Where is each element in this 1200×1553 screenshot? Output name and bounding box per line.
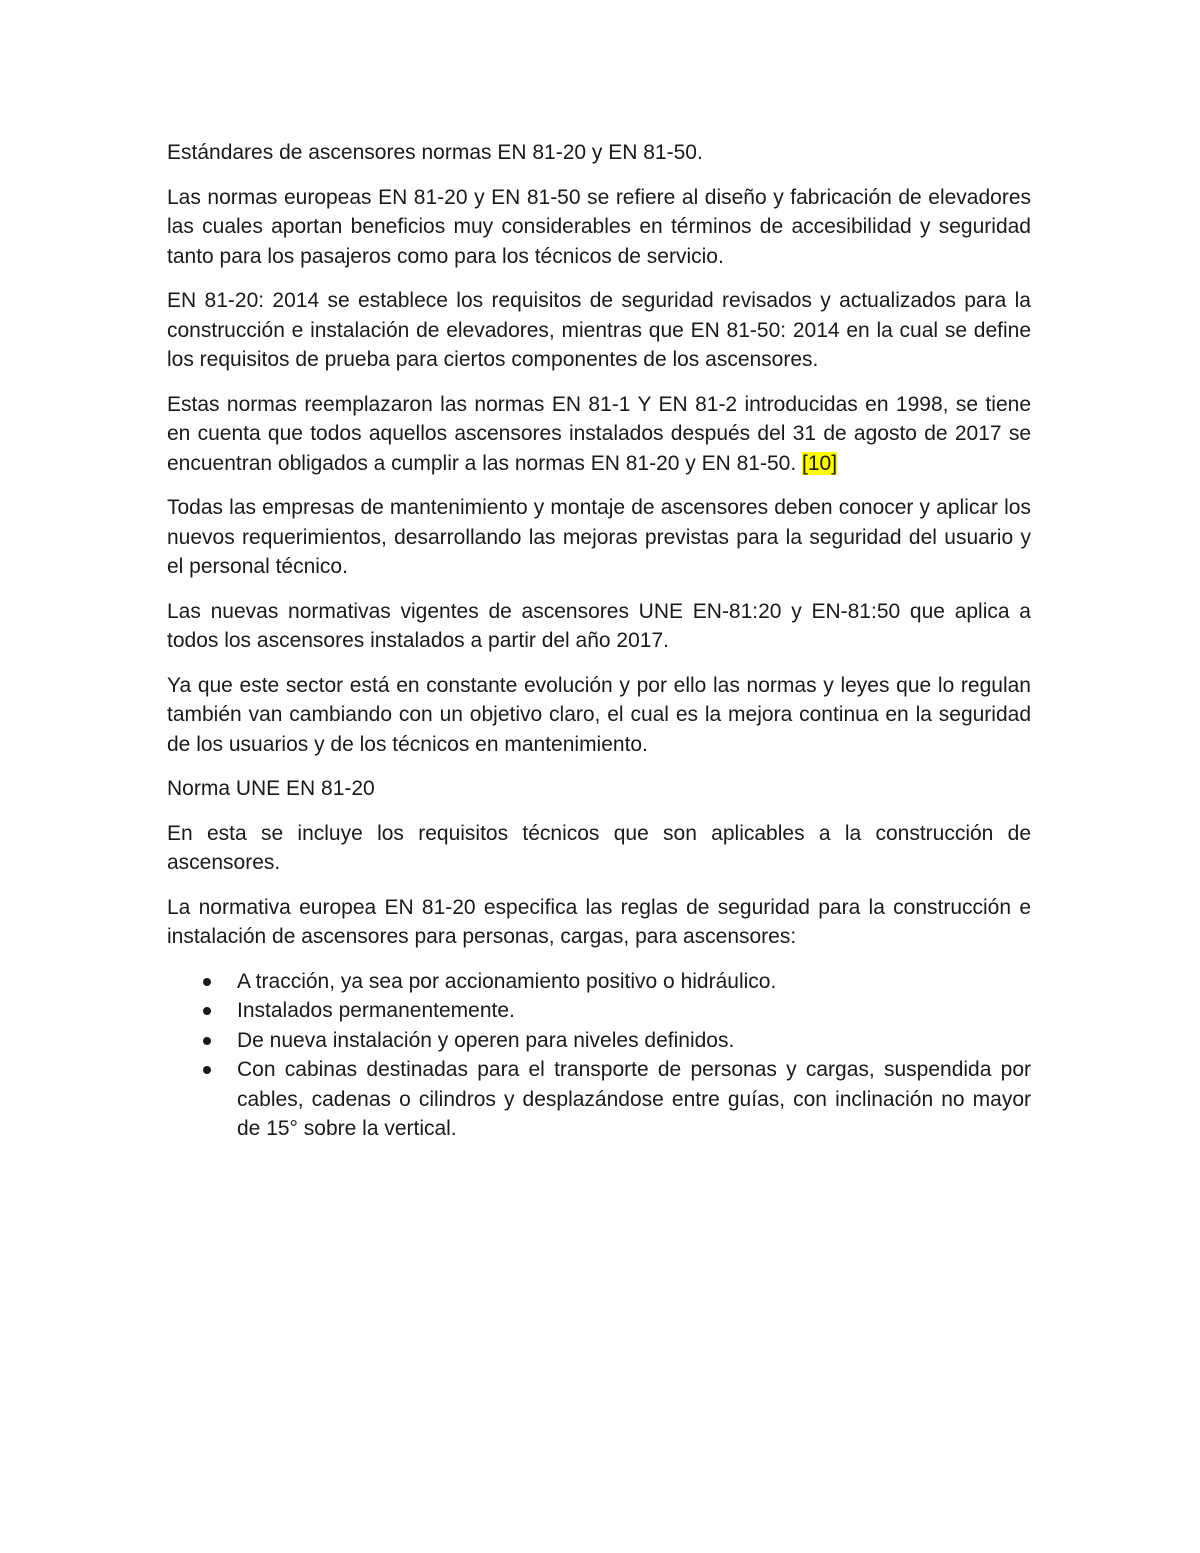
paragraph-en81-20-2014: EN 81-20: 2014 se establece los requisitos de seguridad revisados y actualizados para la construcción e instalación de elevadores, mientras que EN 81-50: 2014 en la cual se define los requisitos de prueba para ciertos componentes de los ascensores. <box>167 289 1031 371</box>
list-item <box>167 967 1031 997</box>
paragraph-replacement <box>167 390 1031 479</box>
bullet-icon <box>203 978 211 986</box>
list-item <box>167 996 1031 1026</box>
document-body <box>167 138 1031 1144</box>
list-item-text: Con cabinas destinadas para el transporte de personas y cargas, suspendida por cables, cadenas o cilindros y desplazándose entre guías, con inclinación no mayor de 15° sobre la vertical. <box>237 1058 1031 1140</box>
list-item <box>167 1055 1031 1144</box>
paragraph-intro: Las normas europeas EN 81-20 y EN 81-50 se refiere al diseño y fabricación de elevadores las cuales aportan beneficios muy considerables en términos de accesibilidad y seguridad tanto para los pasajeros como para los técnicos de servicio. <box>167 185 1031 268</box>
paragraph-safety-rules: La normativa europea EN 81-20 especifica las reglas de seguridad para la construcción e instalación de ascensores para personas, cargas, para ascensores: <box>167 895 1031 948</box>
paragraph-technical-requirements: En esta se incluye los requisitos técnicos que son aplicables a la construcción de ascensores. <box>167 821 1031 874</box>
citation-highlight: [10] <box>802 451 838 475</box>
bullet-icon <box>203 1037 211 1045</box>
bullet-list <box>167 967 1031 1144</box>
paragraph-replacement-text: Estas normas reemplazaron las normas EN 81-1 Y EN 81-2 introducidas en 1998, se tiene en cuenta que todos aquellos ascensores instalados después del 31 de agosto de 2017 se encuentran obligados a cumplir a las normas EN 81-20 y EN 81-50. <box>167 392 1031 475</box>
section-heading-une-en-81-20: Norma UNE EN 81-20 <box>167 777 375 800</box>
list-item-text: Instalados permanentemente. <box>237 999 515 1022</box>
list-item <box>167 1026 1031 1056</box>
list-item-text: De nueva instalación y operen para niveles definidos. <box>237 1028 735 1052</box>
bullet-icon <box>203 1066 211 1074</box>
paragraph-new-regulations: Las nuevas normativas vigentes de ascensores UNE EN-81:20 y EN-81:50 que aplica a todos los ascensores instalados a partir del año 2017. <box>167 599 1031 652</box>
list-item-text: A tracción, ya sea por accionamiento positivo o hidráulico. <box>237 969 777 993</box>
paragraph-evolution: Ya que este sector está en constante evolución y por ello las normas y leyes que lo regulan también van cambiando con un objetivo claro, el cual es la mejora continua en la seguridad de los usuarios y de los técnicos en mantenimiento. <box>167 673 1031 756</box>
paragraph-companies: Todas las empresas de mantenimiento y montaje de ascensores deben conocer y aplicar los nuevos requerimientos, desarrollando las mejoras previstas para la seguridad del usuario y el personal técnico. <box>167 496 1031 578</box>
bullet-icon <box>203 1007 211 1015</box>
document-title: Estándares de ascensores normas EN 81-20 y EN 81-50. <box>167 141 703 164</box>
